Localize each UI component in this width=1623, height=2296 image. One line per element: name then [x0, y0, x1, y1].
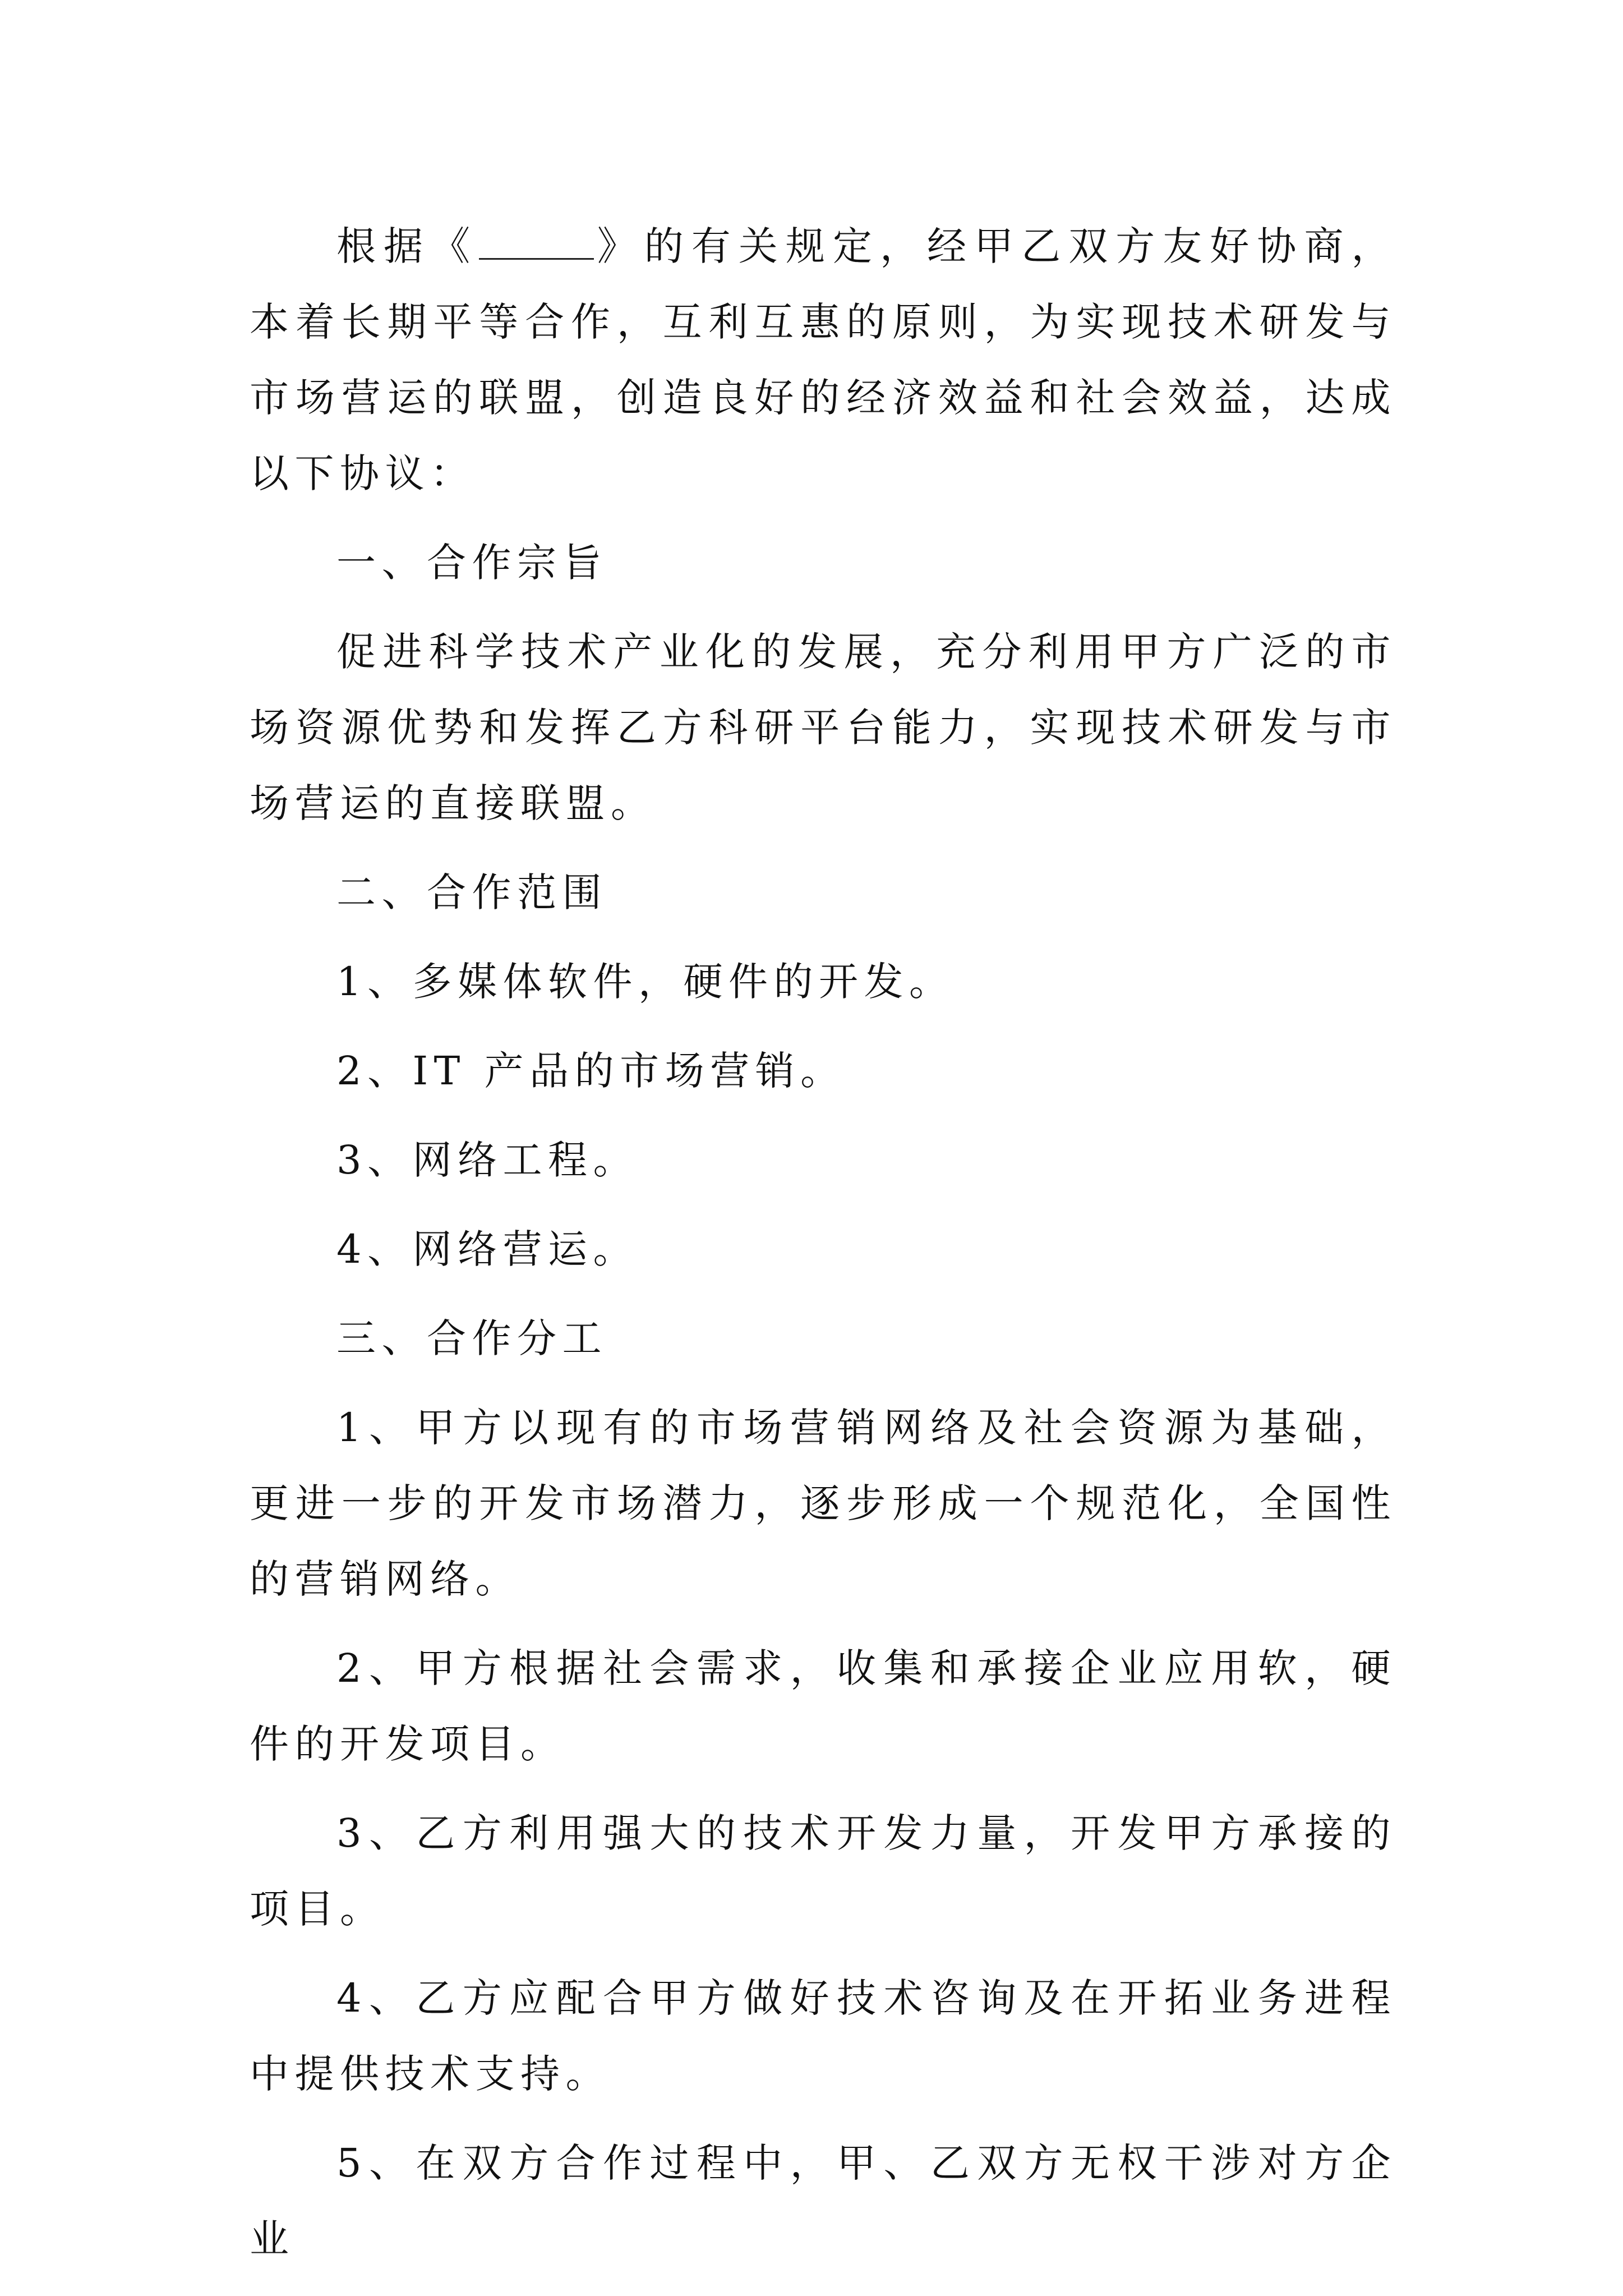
scope-item-1: 1、多媒体软件，硬件的开发。: [336, 959, 955, 1005]
section-heading-scope: 二、合作范围: [336, 869, 607, 915]
division-item-5: 5、在双方合作过程中，甲、乙双方无权干涉对方企业: [250, 2140, 1396, 2262]
scope-item-3: 3、网络工程。: [336, 1137, 639, 1183]
intro-paragraph: [250, 209, 1396, 512]
section-heading-division: 三、合作分工: [336, 1315, 607, 1361]
division-item-1: 1、甲方以现有的市场营销网络及社会资源为基础，更进一步的开发市场潜力，逐步形成一个规范化，全国性的营销网络。: [250, 1405, 1396, 1602]
section-heading-purpose: 一、合作宗旨: [336, 540, 607, 586]
scope-item-2: 2、IT 产品的市场营销。: [336, 1048, 846, 1094]
intro-text-after-blank: 》的有关规定，经甲乙双方友好协商，本着长期平等合作，互利互惠的原则，为实现技术研发与市场营运的联盟，创造良好的经济效益和社会效益，达成以下协议：: [250, 223, 1397, 496]
purpose-paragraph: 促进科学技术产业化的发展，充分利用甲方广泛的市场资源优势和发挥乙方科研平台能力，实现技术研发与市场营运的直接联盟。: [250, 629, 1396, 826]
division-item-2: 2、甲方根据社会需求，收集和承接企业应用软，硬件的开发项目。: [250, 1645, 1396, 1767]
document-body: [250, 209, 1396, 2290]
scope-item-4: 4、网络营运。: [336, 1226, 639, 1272]
intro-text-before-blank: 根据《: [336, 223, 478, 269]
division-item-3: 3、乙方利用强大的技术开发力量，开发甲方承接的项目。: [250, 1810, 1396, 1932]
title-blank-line: [479, 229, 594, 260]
division-item-4: 4、乙方应配合甲方做好技术咨询及在开拓业务进程中提供技术支持。: [250, 1975, 1396, 2097]
